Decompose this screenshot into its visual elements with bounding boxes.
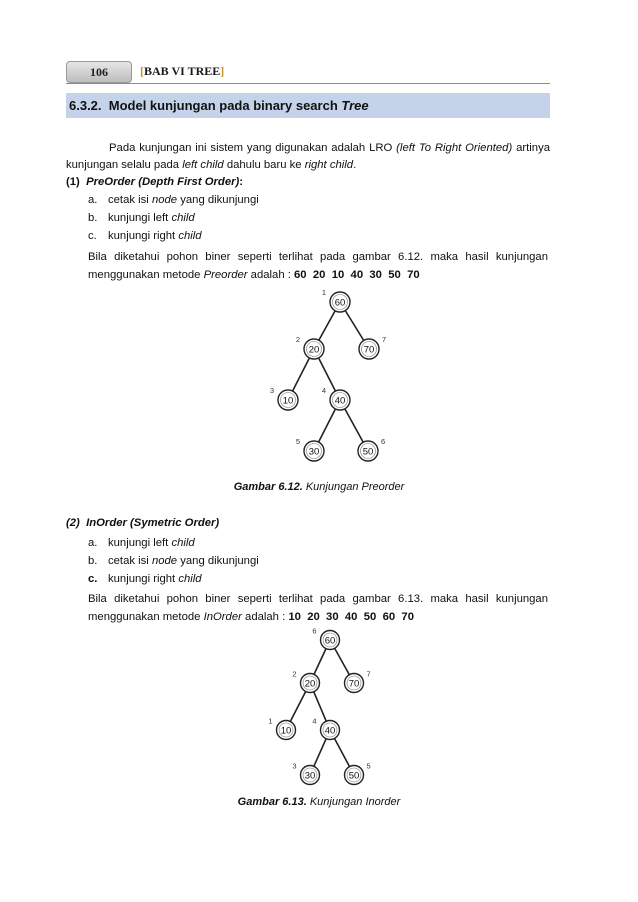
step-text: cetak isi — [108, 194, 149, 206]
figure-label: Gambar 6.13. — [237, 796, 307, 808]
para-text-2: adalah : — [250, 269, 291, 281]
intro-text-1: Pada kunjungan ini sistem yang digunakan adalah LRO — [109, 142, 393, 154]
tree-node-value: 10 — [282, 395, 294, 407]
intro-left-child: left child — [182, 159, 224, 171]
preorder-title: PreOrder (Depth First Order) — [86, 176, 240, 188]
intro-right-child: right child — [304, 159, 354, 171]
step-em: node — [151, 555, 178, 567]
inorder-step-b — [88, 554, 259, 568]
step-em: node — [151, 194, 178, 206]
inorder-step-c — [88, 572, 202, 586]
tree-visit-order: 1 — [321, 288, 326, 297]
tree-visit-order: 3 — [292, 761, 297, 771]
tree-edge — [334, 738, 349, 766]
tree-edge — [335, 648, 350, 674]
inorder-result: 10 20 30 40 50 60 70 — [288, 611, 414, 623]
intro-period: . — [353, 159, 357, 171]
step-letter: c. — [88, 230, 97, 242]
para-text-2: adalah : — [245, 611, 286, 623]
tree-edge — [314, 649, 326, 675]
tree-node-value: 60 — [324, 635, 336, 647]
step-em: child — [178, 230, 202, 242]
tree-node-value: 60 — [334, 297, 346, 309]
header-rule — [66, 83, 550, 84]
step-letter: b. — [88, 555, 98, 567]
tree-visit-order: 4 — [312, 716, 317, 726]
tree-edge — [290, 691, 305, 721]
section-title: Model kunjungan pada binary search — [108, 98, 338, 113]
inorder-title: InOrder (Symetric Order) — [86, 517, 220, 529]
preorder-result: 60 20 10 40 30 50 70 — [294, 269, 420, 281]
tree-visit-order: 4 — [321, 386, 326, 395]
step-text: kunjungi right — [108, 573, 176, 585]
tree-node-value: 10 — [280, 725, 292, 737]
tree-node-value: 20 — [304, 678, 316, 690]
preorder-step-b — [88, 211, 195, 225]
tree-edge — [293, 358, 310, 391]
tree-visit-order: 2 — [295, 335, 300, 344]
tree-node-value: 30 — [304, 770, 316, 782]
step-post: yang dikunjungi — [180, 194, 259, 206]
inorder-step-a — [88, 536, 195, 550]
inorder-tree-diagram — [268, 626, 378, 786]
tree-edge — [345, 311, 363, 341]
tree-node-value: 70 — [363, 344, 375, 356]
step-em: child — [178, 573, 202, 585]
page-number: 106 — [90, 65, 108, 79]
tree-node-value: 50 — [362, 446, 374, 458]
intro-text-4: dahulu baru ke — [226, 159, 302, 171]
tree-node-value: 40 — [334, 395, 346, 407]
intro-lro-term: (left To Right Oriented) — [396, 142, 513, 154]
figure-caption-6-12 — [0, 481, 638, 493]
preorder-step-c — [88, 229, 202, 243]
tree-edge — [314, 739, 326, 767]
tree-visit-order: 6 — [381, 437, 386, 446]
para-text: menggunakan metode — [88, 611, 201, 623]
section-title-italic: Tree — [341, 98, 369, 113]
tree-node-value: 40 — [324, 725, 336, 737]
tree-visit-order: 2 — [292, 669, 297, 679]
intro-text-3: kunjungan selalu pada — [66, 159, 180, 171]
chapter-bracket-open: [ — [140, 64, 144, 78]
step-em: child — [171, 537, 195, 549]
figure-caption-6-13 — [0, 796, 638, 808]
preorder-para-line-1: Bila diketahui pohon biner seperti terlihat pada gambar 6.12. maka hasil kunjungan — [88, 251, 548, 263]
tree-node-value: 30 — [308, 446, 320, 458]
intro-text-2: artinya — [516, 142, 551, 154]
intro-line-1 — [66, 141, 550, 155]
tree-node-value: 70 — [348, 678, 360, 690]
inorder-para-line-1: Bila diketahui pohon biner seperti terlihat pada gambar 6.13. maka hasil kunjungan — [88, 593, 548, 605]
tree-visit-order: 5 — [295, 437, 300, 446]
preorder-colon: : — [239, 176, 244, 188]
method-name: Preorder — [203, 269, 248, 281]
step-letter: c. — [88, 573, 98, 585]
step-text: kunjungi right — [108, 230, 176, 242]
tree-edge — [319, 409, 336, 442]
step-letter: b. — [88, 212, 98, 224]
tree-node-value: 50 — [348, 770, 360, 782]
chapter-title — [140, 64, 224, 79]
tree-visit-order: 5 — [366, 761, 371, 771]
chapter-bracket-close: ] — [220, 64, 225, 78]
figure-caption-text: Kunjungan Inorder — [309, 796, 401, 808]
tree-visit-order: 7 — [366, 669, 371, 679]
step-text: cetak isi — [108, 555, 149, 567]
tree-edge — [345, 409, 363, 442]
preorder-heading — [66, 175, 243, 189]
tree-edge — [319, 311, 335, 340]
step-post: yang dikunjungi — [180, 555, 259, 567]
figure-label: Gambar 6.12. — [233, 481, 303, 493]
chapter-title-text: BAB VI TREE — [144, 64, 221, 78]
step-text: kunjungi left — [108, 537, 169, 549]
section-heading — [66, 93, 550, 118]
intro-line-2 — [66, 158, 356, 172]
preorder-number: (1) — [66, 176, 80, 188]
figure-caption-text: Kunjungan Preorder — [305, 481, 405, 493]
tree-node-value: 20 — [308, 344, 320, 356]
tree-visit-order: 6 — [312, 626, 317, 636]
preorder-step-a — [88, 193, 259, 207]
step-text: kunjungi left — [108, 212, 169, 224]
preorder-para-line-2 — [88, 268, 420, 282]
para-text: menggunakan metode — [88, 269, 201, 281]
step-em: child — [171, 212, 195, 224]
tree-visit-order: 3 — [269, 386, 274, 395]
inorder-heading — [66, 516, 219, 530]
preorder-tree-diagram — [269, 286, 387, 466]
inorder-number: (2) — [66, 517, 80, 529]
step-letter: a. — [88, 194, 98, 206]
section-number: 6.3.2. — [69, 98, 102, 113]
inorder-para-line-2 — [88, 610, 414, 624]
step-letter: a. — [88, 537, 98, 549]
tree-visit-order: 1 — [268, 716, 273, 726]
tree-visit-order: 7 — [382, 335, 387, 344]
page-number-tab — [66, 61, 132, 83]
method-name: InOrder — [203, 611, 242, 623]
